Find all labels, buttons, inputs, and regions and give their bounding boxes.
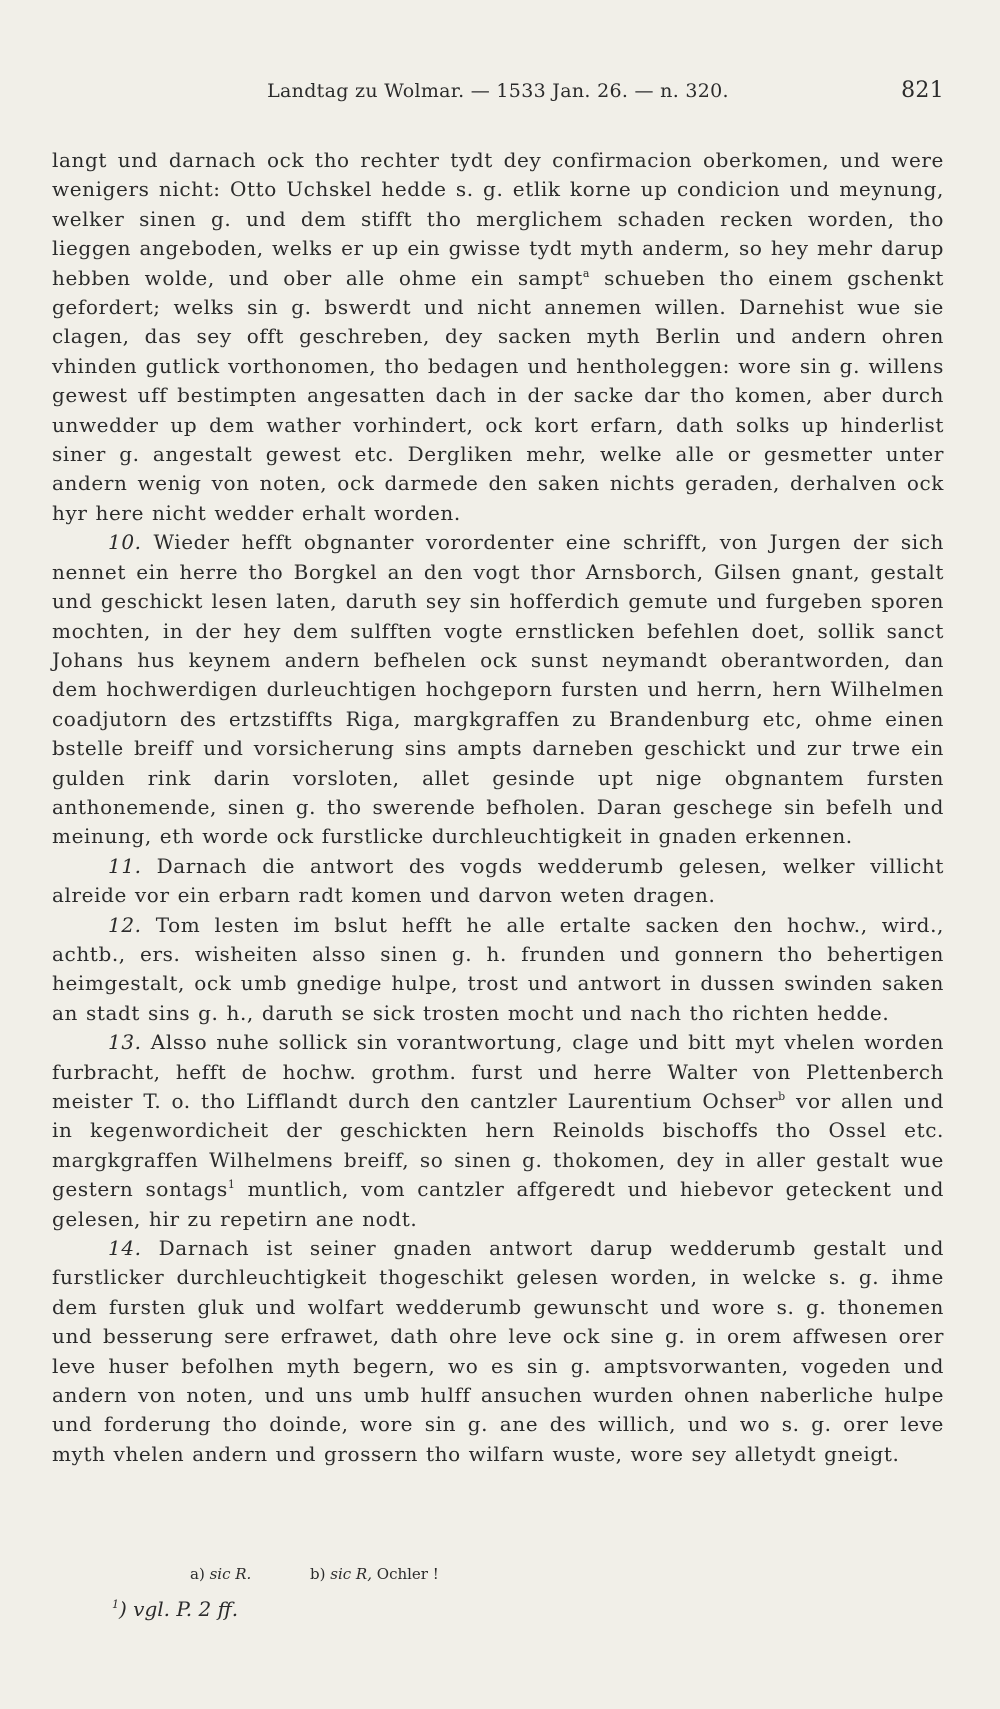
paragraph-number: 14.: [108, 1236, 142, 1261]
note-marker-b: b: [778, 1090, 786, 1103]
textual-note-a: [190, 1565, 251, 1583]
main-text: [52, 146, 944, 1469]
footnote-marker-1: 1: [227, 1178, 236, 1192]
paragraph-text: Tom lesten im bslut hefft he alle ertalte sacken den hochw., wird., achtb., ers. wisheiten alsso sinen g. h. frunden und gonnern tho behertigen heimgestalt, ock umb gnedige hulpe, trost und antwort in dussen swinden saken an stadt sins g. h., daruth se sick trosten mocht und nach tho richten hedde.: [52, 912, 944, 1025]
paragraph-continuation: [52, 146, 944, 528]
paragraph-text: vor allen und in kegenwordicheit der geschickten hern Reinolds bischoffs tho Ossel etc. margkgraffen Wilhelmens breiff, so sinen g. thokomen, dey in aller gestalt wue gestern sontags: [52, 1089, 944, 1202]
note-a-text: sic R.: [209, 1565, 252, 1583]
paragraph-14: [52, 1234, 944, 1469]
note-marker-a: a: [582, 266, 591, 280]
paragraph-text: muntlich, vom cantzler affgeredt und hiebevor geteckent und gelesen, hir zu repetirn ane nodt.: [52, 1177, 944, 1231]
paragraph-12: [52, 911, 944, 1029]
note-b-reading: Ochler !: [376, 1565, 439, 1583]
paragraph-13: [52, 1028, 944, 1234]
paragraph-number: 11.: [108, 853, 142, 878]
textual-note-b: [310, 1565, 439, 1583]
note-b-text: sic R,: [330, 1565, 372, 1583]
paragraph-number: 12.: [108, 912, 142, 937]
footnote-text: ) vgl. P. 2 ff.: [119, 1597, 239, 1621]
paragraph-11: [52, 852, 944, 911]
paragraph-text: Darnach ist seiner gnaden antwort darup wedderumb gestalt und furstlicker durchleuchtigkeit thogeschikt gelesen worden, in welcke s. g. ihme dem fursten gluk und wolfart wedderumb gewunscht und wore s. g. thonemen und besserung sere erfrawet, dath ohre leve ock sine g. in orem affwesen orer leve huser befolhen myth begern, wo es sin g. amptsvorwanten, vogeden und andern von noten, und uns umb hulff ansuchen wurden ohnen naberliche hulpe und forderung tho doinde, wore sin g. ane des willich, und wo s. g. orer leve myth vhelen andern und grossern tho wilfarn wuste, wore sey alletydt gneigt.: [52, 1236, 944, 1466]
paragraph-text: schueben tho einem gschenkt gefordert; welks sin g. bswerdt und nicht annemen willen. Darnehist wue sie clagen, das sey offt geschreben, dey sacken myth Berlin und andern ohren vhinden gutlick vorthonomen, tho bedagen und hentholeggen: wore sin g. willens gewest uff bestimpten angesatten dach in der sacke dar tho komen, aber durch unwedder up dem wather vorhindert, ock kort erfarn, dath solks up hinderlist siner g. angestalt gewest etc. Dergliken mehr, welke alle or gesmetter unter andern wenig von noten, ock darmede den saken nichts geraden, derhalven ock hyr here nicht wedder erhalt worden.: [52, 265, 944, 525]
paragraph-text: langt und darnach ock tho rechter tydt dey confirmacion oberkomen, und were wenigers nicht: Otto Uchskel hedde s. g. etlik korne up condicion und meynung, welker sinen g. und dem stifft tho merglichem schaden recken worden, tho lieggen angeboden, welks er up ein gwisse tydt myth anderm, so hey mehr darup hebben wolde, und ober alle ohme ein sampt: [52, 148, 944, 290]
paragraph-text: Alsso nuhe sollick sin vorantwortung, clage und bitt myt vhelen worden furbracht, hefft de hochw. grothm. furst und herre Walter von Plettenberch meister T. o. tho Lifflandt durch den cantzler Laurentium Ochser: [52, 1030, 944, 1113]
paragraph-text: Wieder hefft obgnanter vorordenter eine schrifft, von Jurgen der sich nennet ein herre tho Borgkel an den vogt thor Arnsborch, Gilsen gnant, gestalt und geschickt lesen laten, daruth sey sin hofferdich gemute und furgeben sporen mochten, in der hey dem sulfften vogte ernstlicken befehlen doet, sollik sanct Johans hus keynem andern befhelen ock sunst neymandt oberantworden, dan dem hochwerdigen durleuchtigen hochgeporn fursten und herrn, hern Wilhelmen coadjutorn des ertzstiffts Riga, margkgraffen zu Brandenburg etc, ohme einen bstelle breiff und vorsicherung sins ampts darneben geschickt und zur trwe ein gulden rink darin vorsloten, allet gesinde upt nige obgnantem fursten anthonemende, sinen g. tho swerende befholen. Daran geschege sin befelh und meinung, eth worde ock furstlicke durchleuchtigkeit in gnaden erkennen.: [52, 530, 944, 849]
paragraph-10: [52, 528, 944, 851]
page-number: 821: [901, 78, 944, 103]
running-header: [52, 80, 944, 110]
note-a-marker: a): [190, 1565, 205, 1583]
paragraph-number: 10.: [108, 530, 142, 555]
paragraph-text: Darnach die antwort des vogds wedderumb gelesen, welker villicht alreide vor ein erbarn radt komen und darvon weten dragen.: [52, 853, 944, 908]
note-b-marker: b): [310, 1565, 326, 1583]
footnote-1: [112, 1597, 238, 1621]
paragraph-number: 13.: [108, 1030, 142, 1055]
footnote-marker: 1: [112, 1598, 119, 1611]
running-title: Landtag zu Wolmar. — 1533 Jan. 26. — n. 320.: [267, 80, 729, 102]
